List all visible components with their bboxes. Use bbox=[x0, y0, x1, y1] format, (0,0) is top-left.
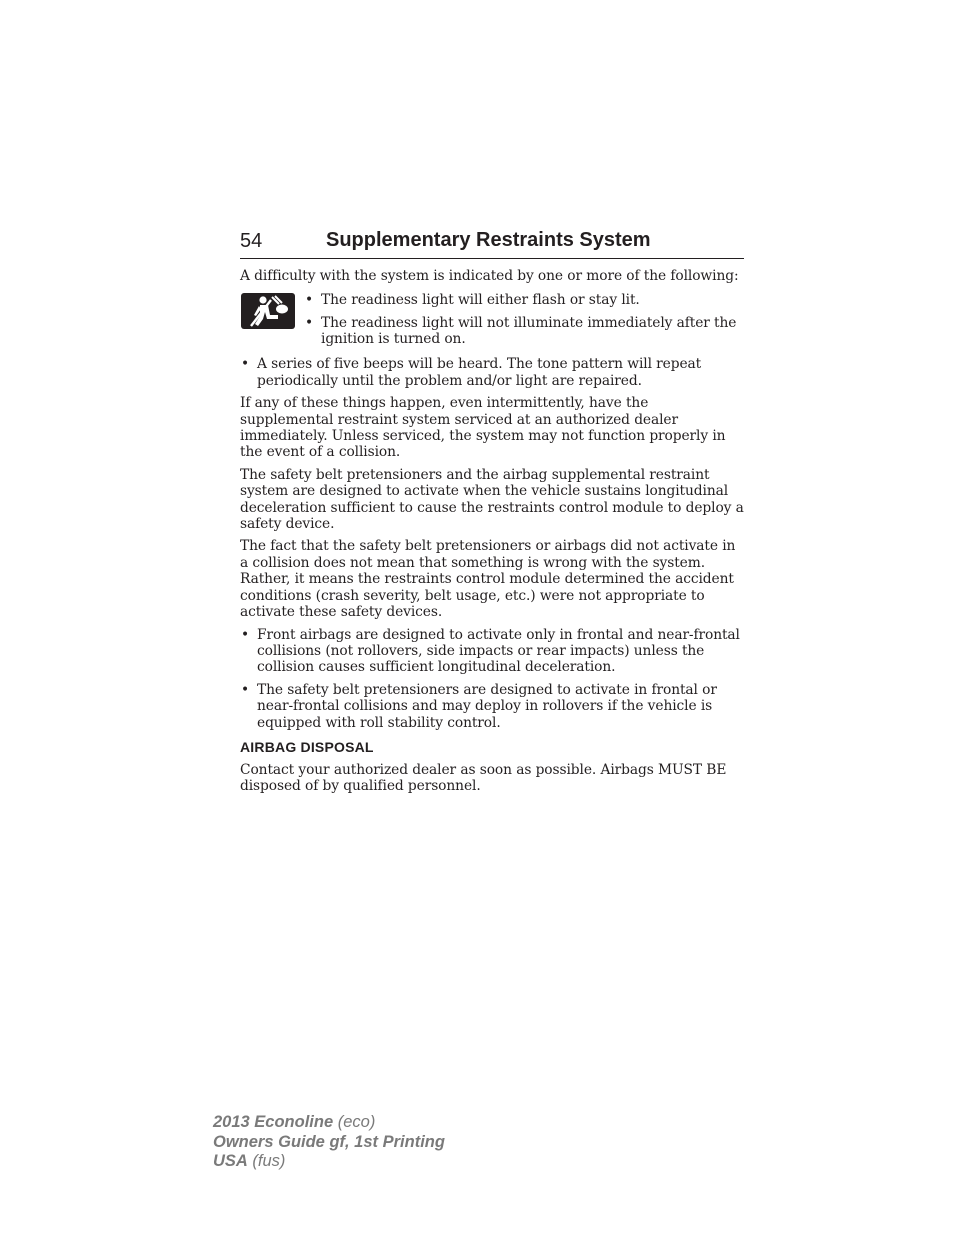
footer-line bbox=[213, 1152, 445, 1172]
intro-paragraph: A difficulty with the system is indicated by one or more of the following: bbox=[240, 268, 739, 284]
page-number: 54 bbox=[240, 230, 263, 252]
bullet-mark: • bbox=[305, 292, 314, 309]
list-item bbox=[240, 682, 744, 731]
bullet-list bbox=[240, 627, 744, 731]
list-item-text: The readiness light will not illuminate immediately after the ignition is turned on. bbox=[321, 314, 737, 348]
bullet-mark: • bbox=[305, 314, 314, 331]
section-title: Supplementary Restraints System bbox=[326, 229, 651, 251]
list-item-text: The readiness light will either flash or stay lit. bbox=[321, 292, 640, 309]
icon-bullet-list bbox=[304, 292, 744, 353]
page-footer bbox=[213, 1113, 445, 1172]
list-item-text: A series of five beeps will be heard. The tone pattern will repeat periodically until the problem and/or light are repaired. bbox=[257, 356, 702, 389]
paragraph: The safety belt pretensioners and the airbag supplemental restraint system are designed to activate when the vehicle sustains longitudinal deceleration sufficient to cause the restraints control module to deploy a safety device. bbox=[240, 466, 744, 533]
footer-line bbox=[213, 1113, 445, 1133]
footer-model-code: (eco) bbox=[333, 1113, 376, 1131]
warning-icon-block bbox=[240, 292, 744, 350]
list-item-text: The safety belt pretensioners are designed to activate in frontal or near-frontal collisions and may deploy in rollovers if the vehicle is equipped with roll stability control. bbox=[257, 681, 717, 731]
paragraph: Contact your authorized dealer as soon as possible. Airbags MUST BE disposed of by qualified personnel. bbox=[240, 761, 727, 795]
paragraph: The fact that the safety belt pretensioners or airbags did not activate in a collision does not mean that something is wrong with the system. Rather, it means the restraints control module determined the accident conditions (crash severity, belt usage, etc.) were not appropriate to activate these safety devices. bbox=[240, 538, 736, 621]
page-body bbox=[240, 268, 744, 801]
bullet-mark: • bbox=[241, 626, 250, 643]
list-item bbox=[240, 356, 744, 389]
page-header bbox=[240, 226, 744, 259]
footer-market-code: (fus) bbox=[247, 1152, 286, 1170]
list-item-text: Front airbags are designed to activate only in frontal and near-frontal collisions (not rollovers, side impacts or rear impacts) unless the collision causes sufficient longitudinal deceleration. bbox=[257, 626, 740, 676]
paragraph: If any of these things happen, even intermittently, have the supplemental restraint system serviced at an authorized dealer immediately. Unless serviced, the system may not function properly in the event of a collision. bbox=[240, 395, 726, 461]
section-heading: AIRBAG DISPOSAL bbox=[240, 738, 374, 755]
footer-guide: Owners Guide gf, 1st Printing bbox=[213, 1132, 445, 1151]
footer-line bbox=[213, 1133, 445, 1153]
footer-market: USA bbox=[213, 1152, 248, 1170]
list-item bbox=[304, 292, 744, 308]
airbag-warning-icon bbox=[241, 293, 295, 329]
list-item bbox=[240, 627, 744, 676]
bullet-mark: • bbox=[241, 681, 250, 698]
list-item bbox=[304, 315, 744, 348]
bullet-mark: • bbox=[241, 356, 250, 373]
bullet-list bbox=[240, 356, 744, 389]
footer-model: 2013 Econoline bbox=[213, 1113, 334, 1131]
